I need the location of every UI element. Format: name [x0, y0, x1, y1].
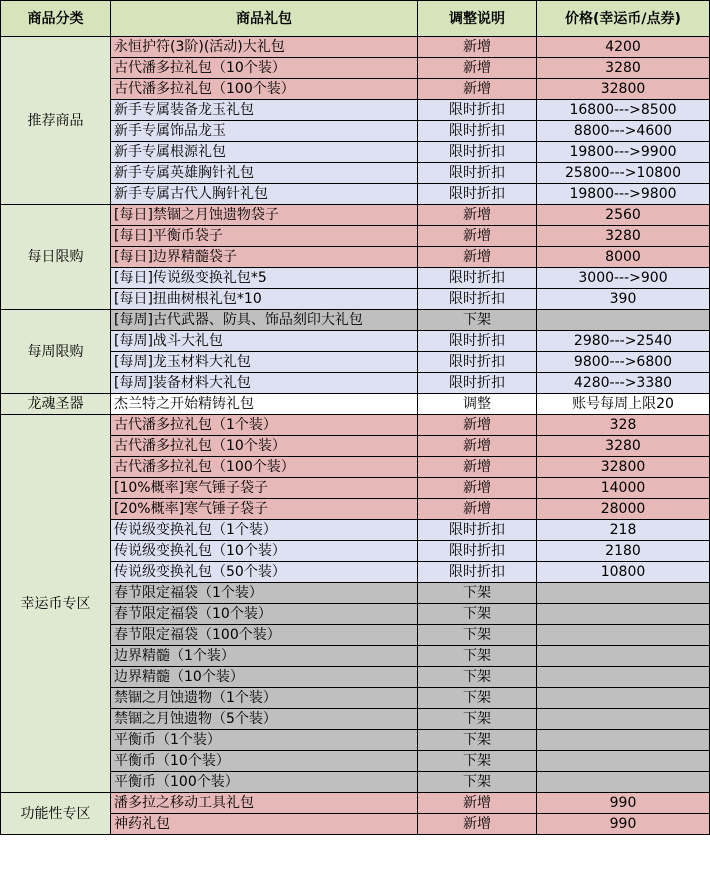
category-cell: 功能性专区	[1, 793, 111, 835]
gift-name-cell: [每周]古代武器、防具、饰品刻印大礼包	[111, 310, 418, 331]
adjustment-note-cell: 限时折扣	[418, 121, 537, 142]
adjustment-note-cell: 下架	[418, 625, 537, 646]
gift-name-cell: 新手专属古代人胸针礼包	[111, 184, 418, 205]
category-cell: 幸运币专区	[1, 415, 111, 793]
price-cell: 2560	[537, 205, 710, 226]
gift-name-cell: [每周]战斗大礼包	[111, 331, 418, 352]
table-row	[1, 415, 710, 436]
gift-name-cell: 神药礼包	[111, 814, 418, 835]
gift-name-cell: 平衡币（10个装）	[111, 751, 418, 772]
price-cell	[537, 604, 710, 625]
gift-name-cell: [每日]平衡币袋子	[111, 226, 418, 247]
adjustment-note-cell: 新增	[418, 814, 537, 835]
price-cell	[537, 688, 710, 709]
table-row	[1, 205, 710, 226]
adjustment-note-cell: 下架	[418, 688, 537, 709]
price-cell: 3000--->900	[537, 268, 710, 289]
adjustment-note-cell: 新增	[418, 415, 537, 436]
price-cell: 28000	[537, 499, 710, 520]
price-cell: 账号每周上限20	[537, 394, 710, 415]
price-cell	[537, 310, 710, 331]
price-cell: 2980--->2540	[537, 331, 710, 352]
gift-name-cell: 春节限定福袋（10个装）	[111, 604, 418, 625]
price-cell: 19800--->9800	[537, 184, 710, 205]
price-cell: 8800--->4600	[537, 121, 710, 142]
adjustment-note-cell: 限时折扣	[418, 331, 537, 352]
adjustment-note-cell: 下架	[418, 709, 537, 730]
gift-name-cell: 禁锢之月蚀遗物（5个装）	[111, 709, 418, 730]
adjustment-note-cell: 新增	[418, 226, 537, 247]
adjustment-note-cell: 新增	[418, 205, 537, 226]
price-cell: 19800--->9900	[537, 142, 710, 163]
price-cell	[537, 751, 710, 772]
table-row	[1, 793, 710, 814]
adjustment-note-cell: 新增	[418, 79, 537, 100]
table-row	[1, 37, 710, 58]
gift-name-cell: 新手专属英雄胸针礼包	[111, 163, 418, 184]
header-gift-pack: 商品礼包	[111, 1, 418, 37]
adjustment-note-cell: 新增	[418, 478, 537, 499]
table-body	[1, 37, 710, 835]
gift-name-cell: [每日]禁锢之月蚀遗物袋子	[111, 205, 418, 226]
gift-name-cell: [每日]传说级变换礼包*5	[111, 268, 418, 289]
adjustment-note-cell: 限时折扣	[418, 352, 537, 373]
price-cell: 32800	[537, 457, 710, 478]
adjustment-note-cell: 限时折扣	[418, 163, 537, 184]
gift-name-cell: 永恒护符(3阶)(活动)大礼包	[111, 37, 418, 58]
price-cell: 218	[537, 520, 710, 541]
adjustment-note-cell: 限时折扣	[418, 268, 537, 289]
price-cell: 16800--->8500	[537, 100, 710, 121]
price-cell	[537, 583, 710, 604]
price-cell: 8000	[537, 247, 710, 268]
price-cell: 4280--->3380	[537, 373, 710, 394]
price-cell	[537, 772, 710, 793]
gift-name-cell: 古代潘多拉礼包（100个装）	[111, 457, 418, 478]
table-header-row	[1, 1, 710, 37]
price-cell: 25800--->10800	[537, 163, 710, 184]
adjustment-note-cell: 新增	[418, 37, 537, 58]
price-cell: 2180	[537, 541, 710, 562]
price-cell: 3280	[537, 436, 710, 457]
adjustment-note-cell: 限时折扣	[418, 184, 537, 205]
adjustment-note-cell: 调整	[418, 394, 537, 415]
price-cell: 32800	[537, 79, 710, 100]
adjustment-note-cell: 下架	[418, 604, 537, 625]
price-cell: 390	[537, 289, 710, 310]
adjustment-note-cell: 下架	[418, 646, 537, 667]
adjustment-note-cell: 限时折扣	[418, 373, 537, 394]
price-cell: 4200	[537, 37, 710, 58]
adjustment-note-cell: 新增	[418, 247, 537, 268]
adjustment-note-cell: 限时折扣	[418, 541, 537, 562]
category-cell: 推荐商品	[1, 37, 111, 205]
gift-name-cell: 新手专属饰品龙玉	[111, 121, 418, 142]
category-cell: 每周限购	[1, 310, 111, 394]
header-adjustment-note: 调整说明	[418, 1, 537, 37]
adjustment-note-cell: 新增	[418, 457, 537, 478]
gift-name-cell: 新手专属装备龙玉礼包	[111, 100, 418, 121]
category-cell: 每日限购	[1, 205, 111, 310]
gift-name-cell: 平衡币（100个装）	[111, 772, 418, 793]
gift-name-cell: 古代潘多拉礼包（10个装）	[111, 436, 418, 457]
table-row	[1, 394, 710, 415]
category-cell: 龙魂圣器	[1, 394, 111, 415]
gift-name-cell: 古代潘多拉礼包（1个装）	[111, 415, 418, 436]
adjustment-note-cell: 下架	[418, 730, 537, 751]
gift-name-cell: [每日]扭曲树根礼包*10	[111, 289, 418, 310]
gift-name-cell: [每日]边界精髓袋子	[111, 247, 418, 268]
adjustment-note-cell: 限时折扣	[418, 100, 537, 121]
price-cell: 3280	[537, 226, 710, 247]
gift-name-cell: 古代潘多拉礼包（100个装）	[111, 79, 418, 100]
gift-name-cell: 传说级变换礼包（50个装）	[111, 562, 418, 583]
price-cell: 14000	[537, 478, 710, 499]
adjustment-note-cell: 下架	[418, 667, 537, 688]
price-cell: 990	[537, 793, 710, 814]
gift-name-cell: 古代潘多拉礼包（10个装）	[111, 58, 418, 79]
gift-name-cell: 禁锢之月蚀遗物（1个装）	[111, 688, 418, 709]
gift-name-cell: [每周]龙玉材料大礼包	[111, 352, 418, 373]
gift-name-cell: 边界精髓（10个装）	[111, 667, 418, 688]
price-cell	[537, 667, 710, 688]
price-cell: 328	[537, 415, 710, 436]
gift-name-cell: [每周]装备材料大礼包	[111, 373, 418, 394]
gift-name-cell: [20%概率]寒气锤子袋子	[111, 499, 418, 520]
gift-name-cell: 传说级变换礼包（10个装）	[111, 541, 418, 562]
adjustment-note-cell: 下架	[418, 583, 537, 604]
price-cell: 3280	[537, 58, 710, 79]
price-cell	[537, 646, 710, 667]
gift-name-cell: 杰兰特之开始精铸礼包	[111, 394, 418, 415]
gift-name-cell: 传说级变换礼包（1个装）	[111, 520, 418, 541]
adjustment-note-cell: 下架	[418, 310, 537, 331]
adjustment-note-cell: 新增	[418, 793, 537, 814]
adjustment-note-cell: 新增	[418, 499, 537, 520]
gift-name-cell: [10%概率]寒气锤子袋子	[111, 478, 418, 499]
gift-name-cell: 潘多拉之移动工具礼包	[111, 793, 418, 814]
adjustment-note-cell: 限时折扣	[418, 289, 537, 310]
gift-name-cell: 平衡币（1个装）	[111, 730, 418, 751]
adjustment-note-cell: 新增	[418, 436, 537, 457]
adjustment-note-cell: 下架	[418, 751, 537, 772]
price-cell	[537, 625, 710, 646]
gift-name-cell: 春节限定福袋（100个装）	[111, 625, 418, 646]
price-cell: 9800--->6800	[537, 352, 710, 373]
adjustment-note-cell: 限时折扣	[418, 142, 537, 163]
adjustment-note-cell: 限时折扣	[418, 520, 537, 541]
gift-name-cell: 新手专属根源礼包	[111, 142, 418, 163]
price-cell	[537, 730, 710, 751]
adjustment-note-cell: 下架	[418, 772, 537, 793]
adjustment-note-cell: 限时折扣	[418, 562, 537, 583]
adjustment-note-cell: 新增	[418, 58, 537, 79]
gift-name-cell: 边界精髓（1个装）	[111, 646, 418, 667]
price-cell: 990	[537, 814, 710, 835]
price-cell: 10800	[537, 562, 710, 583]
table-row	[1, 310, 710, 331]
header-price: 价格(幸运币/点券)	[537, 1, 710, 37]
header-category: 商品分类	[1, 1, 111, 37]
price-cell	[537, 709, 710, 730]
gift-name-cell: 春节限定福袋（1个装）	[111, 583, 418, 604]
